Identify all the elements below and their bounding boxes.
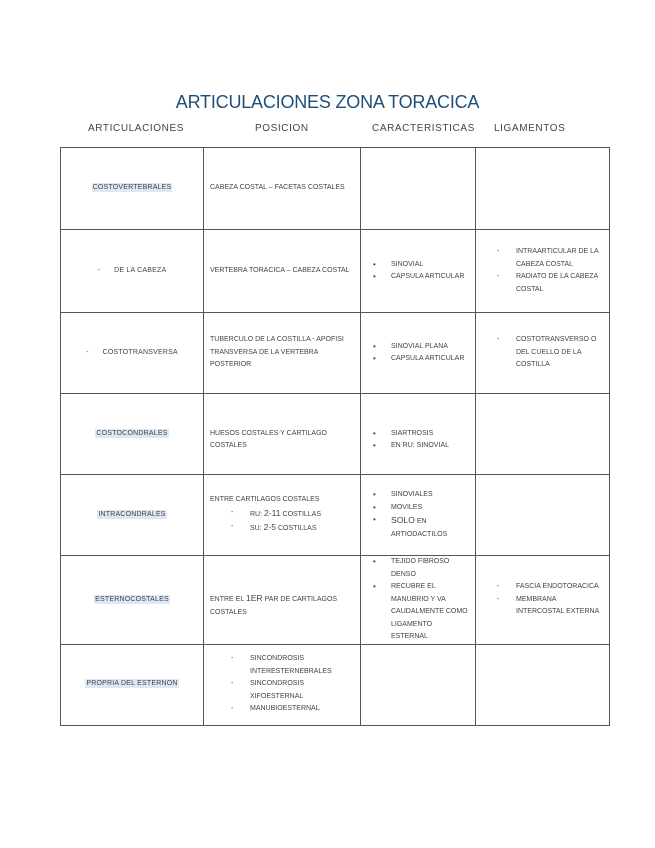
posicion-cell	[204, 556, 361, 645]
caracteristicas-cell	[361, 313, 476, 394]
posicion-cell	[204, 644, 361, 725]
posicion-text: ENTRE CARTILAGOS COSTALES	[210, 496, 320, 504]
table-row	[61, 313, 610, 394]
list-item: - INTRAARTICULAR DE LA CABEZA COSTAL	[506, 246, 603, 271]
table-row	[61, 475, 610, 556]
articulacion-label: ESTERNOCOSTALES	[95, 595, 169, 603]
table-row	[61, 148, 610, 230]
posicion-cell	[204, 475, 361, 556]
ligamentos-cell	[476, 394, 610, 475]
posicion-cell	[204, 230, 361, 313]
articulacion-cell	[61, 475, 204, 556]
list-item: • RECUBRE EL MANUBRIO Y VA CAUDALMENTE COMO LIGAMENTO ESTERNAL	[383, 581, 469, 644]
articulacion-cell	[61, 313, 204, 394]
list-item: • SIARTROSIS	[383, 428, 469, 441]
articulacion-cell	[61, 644, 204, 725]
list-item: - RU: 2-11 COSTILLAS	[240, 507, 354, 522]
list-item: • SINOVIAL PLANA	[383, 341, 469, 354]
list-item: • MOVILES	[383, 502, 469, 515]
table-row	[61, 394, 610, 475]
posicion-cell	[204, 313, 361, 394]
ligamentos-cell	[476, 556, 610, 645]
header-ligamentos: LIGAMENTOS	[494, 123, 566, 134]
page-title: ARTICULACIONES ZONA TORACICA	[175, 92, 480, 112]
articulacion-label: COSTOCONDRALES	[96, 429, 168, 437]
table-row	[61, 556, 610, 645]
caracteristicas-cell	[361, 556, 476, 645]
list-item: - FASCIA ENDOTORACICA	[506, 581, 603, 594]
caracteristicas-cell	[361, 148, 476, 230]
list-item: - COSTOTRANSVERSO O DEL CUELLO DE LA COSTILLA	[506, 334, 603, 372]
list-item: - SU: 2-5 COSTILLAS	[240, 521, 354, 536]
table-row	[61, 230, 610, 313]
caracteristicas-cell	[361, 644, 476, 725]
list-item: - RADIATO DE LA CABEZA COSTAL	[506, 271, 603, 296]
list-item: • CAPSULA ARTICULAR	[383, 353, 469, 366]
ligamentos-cell	[476, 644, 610, 725]
articulacion-label: COSTOVERTEBRALES	[92, 184, 172, 192]
ligamentos-cell	[476, 313, 610, 394]
articulacion-label: - DE LA CABEZA	[97, 266, 167, 274]
posicion-cell	[204, 148, 361, 230]
posicion-text: CABEZA COSTAL – FACETAS COSTALES	[210, 184, 345, 192]
list-item: • CAPSULA ARTICULAR	[383, 271, 469, 284]
posicion-cell	[204, 394, 361, 475]
articulations-table	[60, 147, 610, 726]
list-item: • TEJIDO FIBROSO DENSO	[383, 556, 469, 581]
ligamentos-cell	[476, 475, 610, 556]
posicion-text: ENTRE EL 1ER PAR DE CARTILAGOS COSTALES	[210, 593, 338, 616]
articulacion-label: INTRACONDRALES	[98, 510, 166, 518]
articulacion-cell	[61, 556, 204, 645]
articulacion-cell	[61, 394, 204, 475]
caracteristicas-cell	[361, 394, 476, 475]
list-item: - MEMBRANA INTERCOSTAL EXTERNA	[506, 594, 603, 619]
posicion-text: VERTEBRA TORACICA – CABEZA COSTAL	[210, 266, 350, 274]
header-articulaciones: ARTICULACIONES	[88, 123, 185, 134]
list-item: • EN RU: SINOVIAL	[383, 440, 469, 453]
ligamentos-cell	[476, 148, 610, 230]
table-row	[61, 644, 610, 725]
posicion-text: TUBERCULO DE LA COSTILLA - APOFISI TRANSVERSA DE LA VERTEBRA POSTERIOR	[210, 336, 344, 369]
list-item: • SOLO EN ARTIODACTILOS	[383, 514, 469, 541]
caracteristicas-cell	[361, 475, 476, 556]
list-item: - MANUBIOESTERNAL	[240, 703, 354, 716]
header-posicion: POSICION	[255, 123, 309, 134]
articulacion-label: PROPRIA DEL ESTERNON	[86, 680, 178, 688]
articulacion-cell	[61, 230, 204, 313]
list-item: - SINCONDROSIS INTERESTERNEBRALES	[240, 653, 354, 678]
ligamentos-cell	[476, 230, 610, 313]
articulacion-cell	[61, 148, 204, 230]
list-item: • SINOVIALES	[383, 489, 469, 502]
list-item: - SINCONDROSIS XIFOESTERNAL	[240, 678, 354, 703]
posicion-text: HUESOS COSTALES Y CARTILAGO COSTALES	[210, 429, 327, 449]
articulacion-label: - COSTOTRANSVERSA	[86, 348, 178, 356]
list-item: • SINOVIAL	[383, 259, 469, 272]
caracteristicas-cell	[361, 230, 476, 313]
header-caracteristicas: CARACTERISTICAS	[372, 123, 475, 134]
